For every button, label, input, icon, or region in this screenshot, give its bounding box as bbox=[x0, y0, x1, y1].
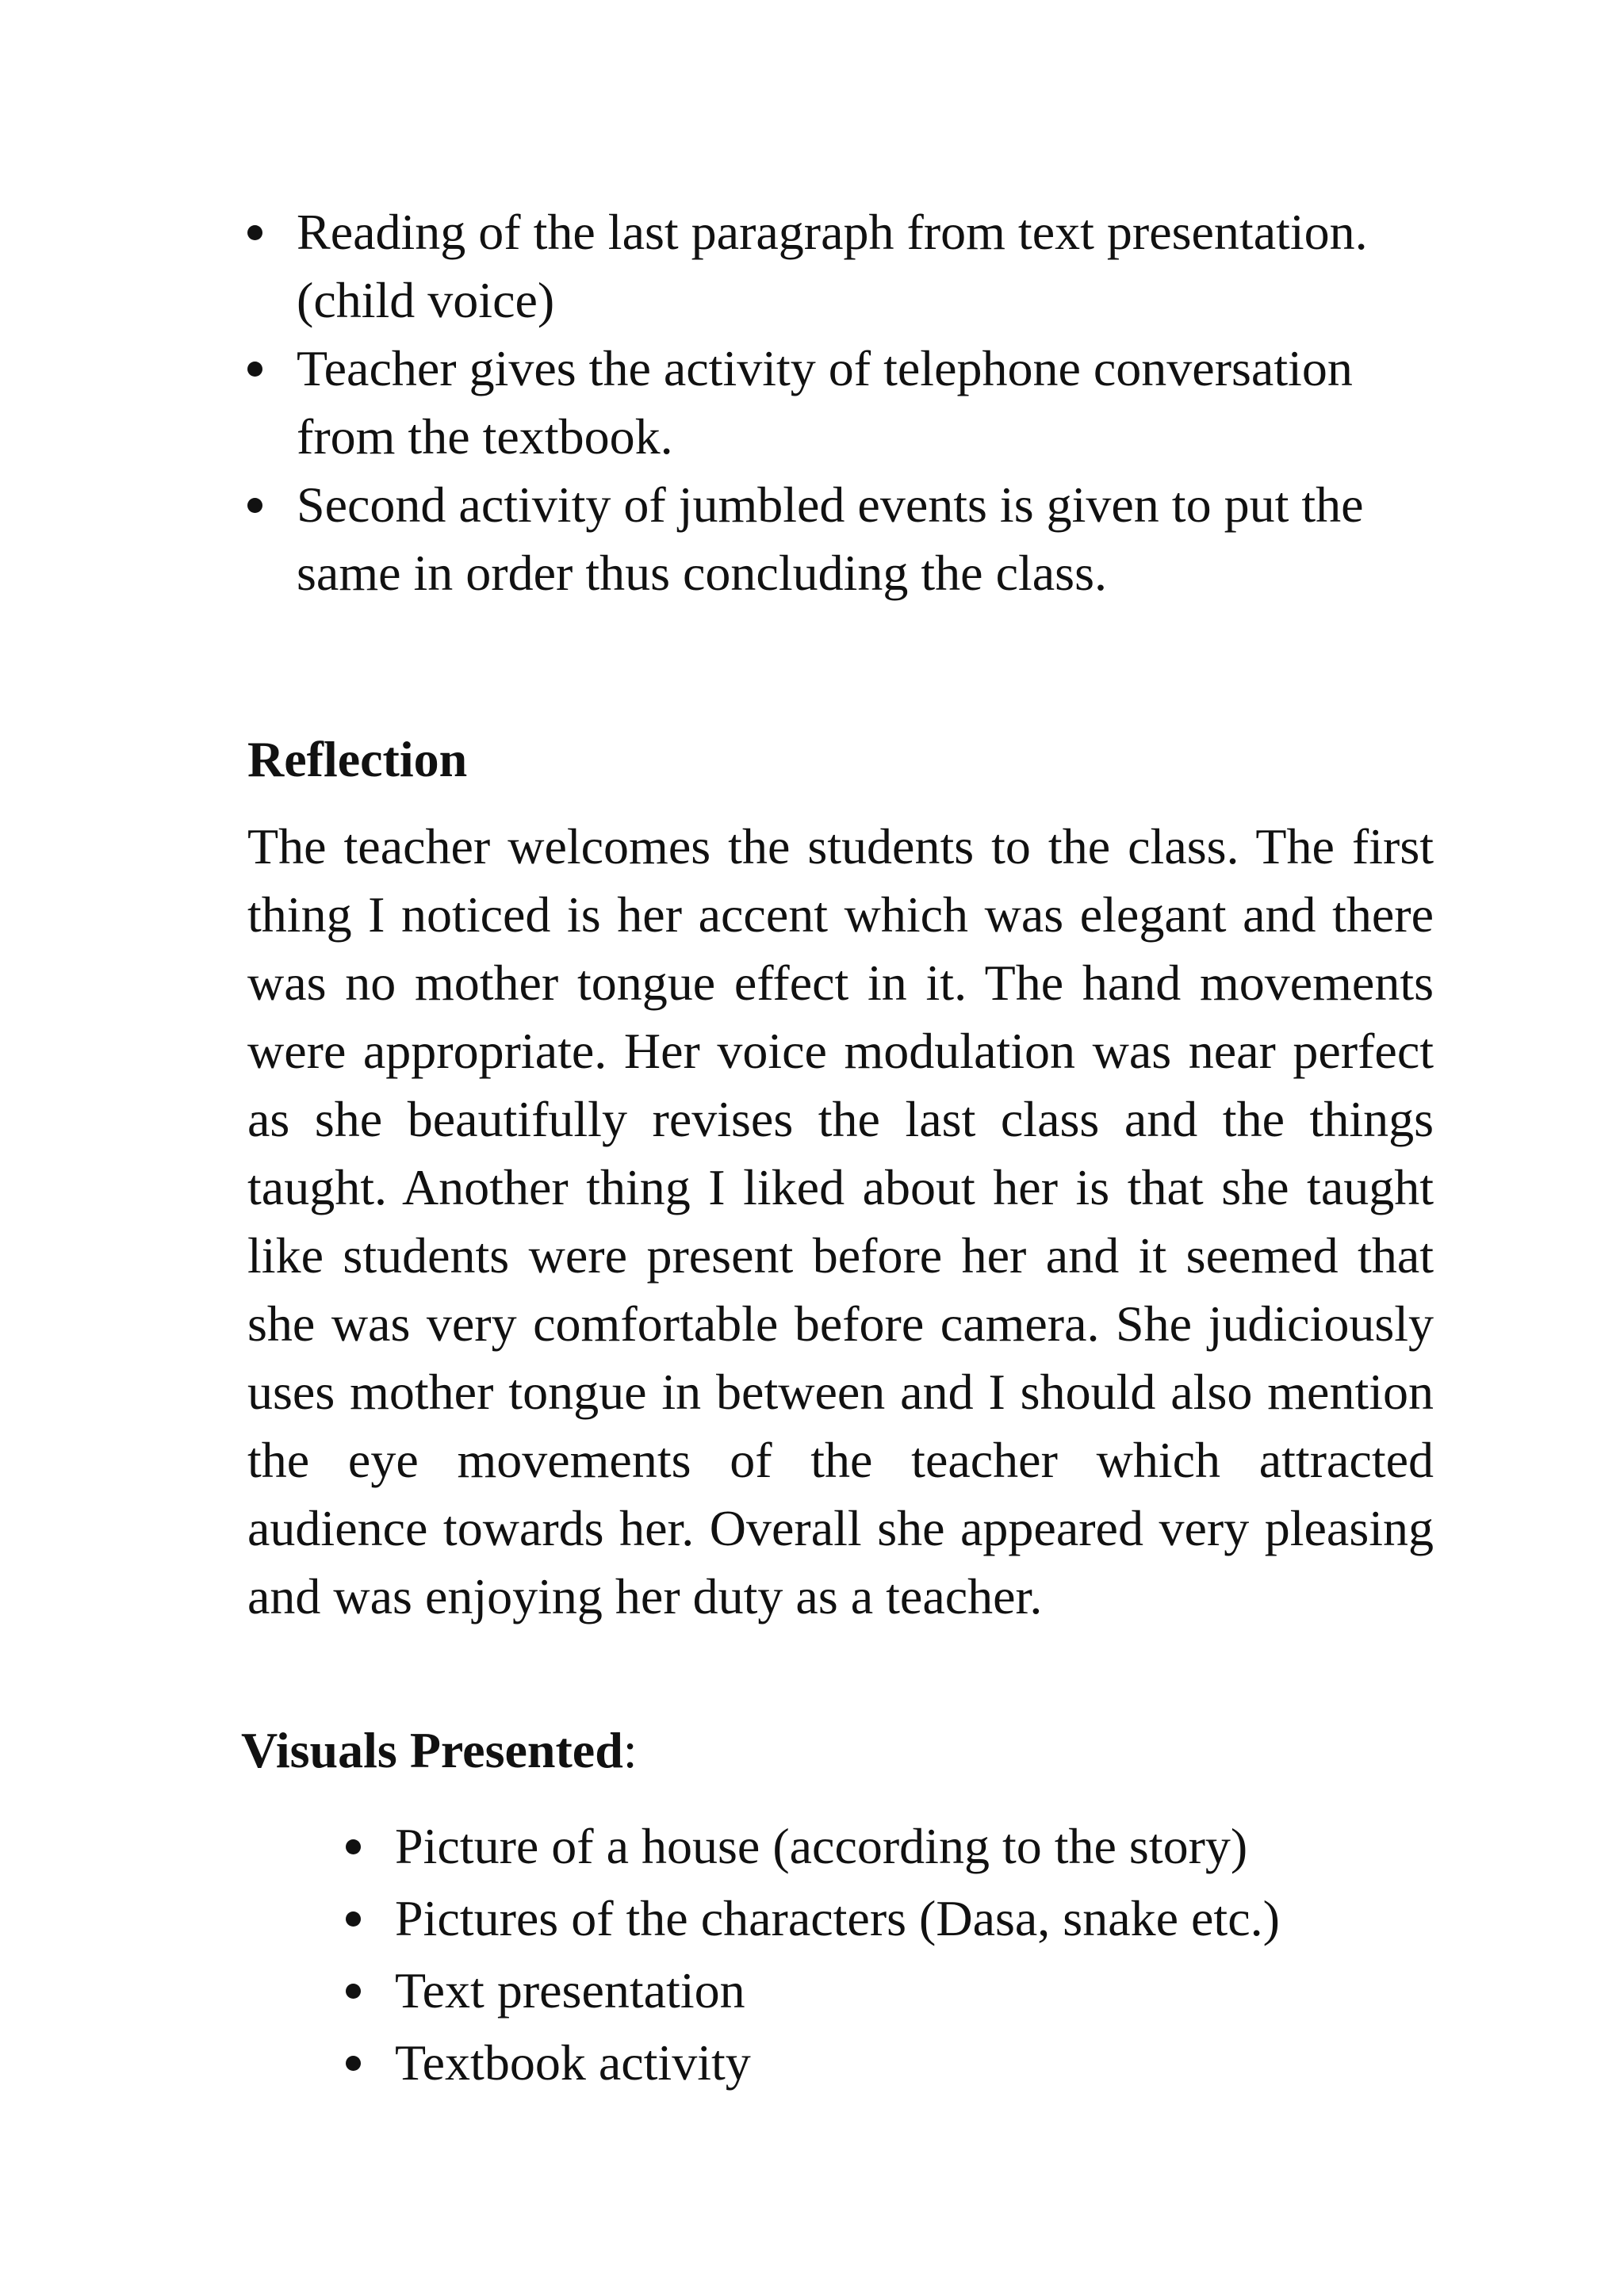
list-item bbox=[346, 2026, 1456, 2099]
bullet-icon bbox=[346, 1911, 361, 1927]
bullet-icon bbox=[346, 2056, 361, 2071]
list-item bbox=[247, 471, 1437, 607]
bullet-icon bbox=[346, 1839, 361, 1854]
visuals-heading bbox=[241, 1716, 638, 1785]
list-item bbox=[247, 335, 1437, 471]
list-item-text: Picture of a house (according to the story) bbox=[395, 1818, 1248, 1874]
reflection-heading: Reflection bbox=[247, 731, 468, 787]
reflection-paragraph: The teacher welcomes the students to the class. The first thing I noticed is her accent which was elegant and there was no mother tongue effect in it. The hand movements were appropriate. Her voice modulation was near perfect as she beautifully revises the last class and the things taught. Another thing I liked about her is that she taught like students were present before her and it seemed that she was very comfortable before camera. She judiciously uses mother tongue in between and I should also mention the eye movements of the teacher which attracted audience towards her. Overall she appeared very pleasing and was enjoying her duty as a teacher. bbox=[247, 818, 1434, 1624]
list-item-text: Teacher gives the activity of telephone conversation from the textbook. bbox=[297, 340, 1353, 465]
list-item-text: Pictures of the characters (Dasa, snake etc.) bbox=[395, 1890, 1280, 1946]
list-item-text: Textbook activity bbox=[395, 2034, 751, 2091]
list-item bbox=[346, 1810, 1456, 1882]
bullet-icon bbox=[247, 498, 262, 513]
list-item bbox=[247, 198, 1437, 335]
visuals-heading-text: Visuals Presented bbox=[241, 1722, 623, 1778]
list-item-text: Second activity of jumbled events is given to put the same in order thus concluding the class. bbox=[297, 476, 1364, 601]
bullet-icon bbox=[247, 362, 262, 377]
bullet-icon bbox=[247, 225, 262, 240]
list-item-text: Reading of the last paragraph from text presentation. (child voice) bbox=[297, 204, 1368, 328]
list-item-text: Text presentation bbox=[395, 1962, 745, 2019]
visuals-heading-colon: : bbox=[622, 1722, 638, 1778]
bullet-icon bbox=[346, 1984, 361, 1999]
intro-bullet-list bbox=[247, 198, 1437, 607]
list-item bbox=[346, 1954, 1456, 2026]
list-item bbox=[346, 1882, 1456, 1954]
visuals-bullet-list bbox=[346, 1810, 1456, 2099]
